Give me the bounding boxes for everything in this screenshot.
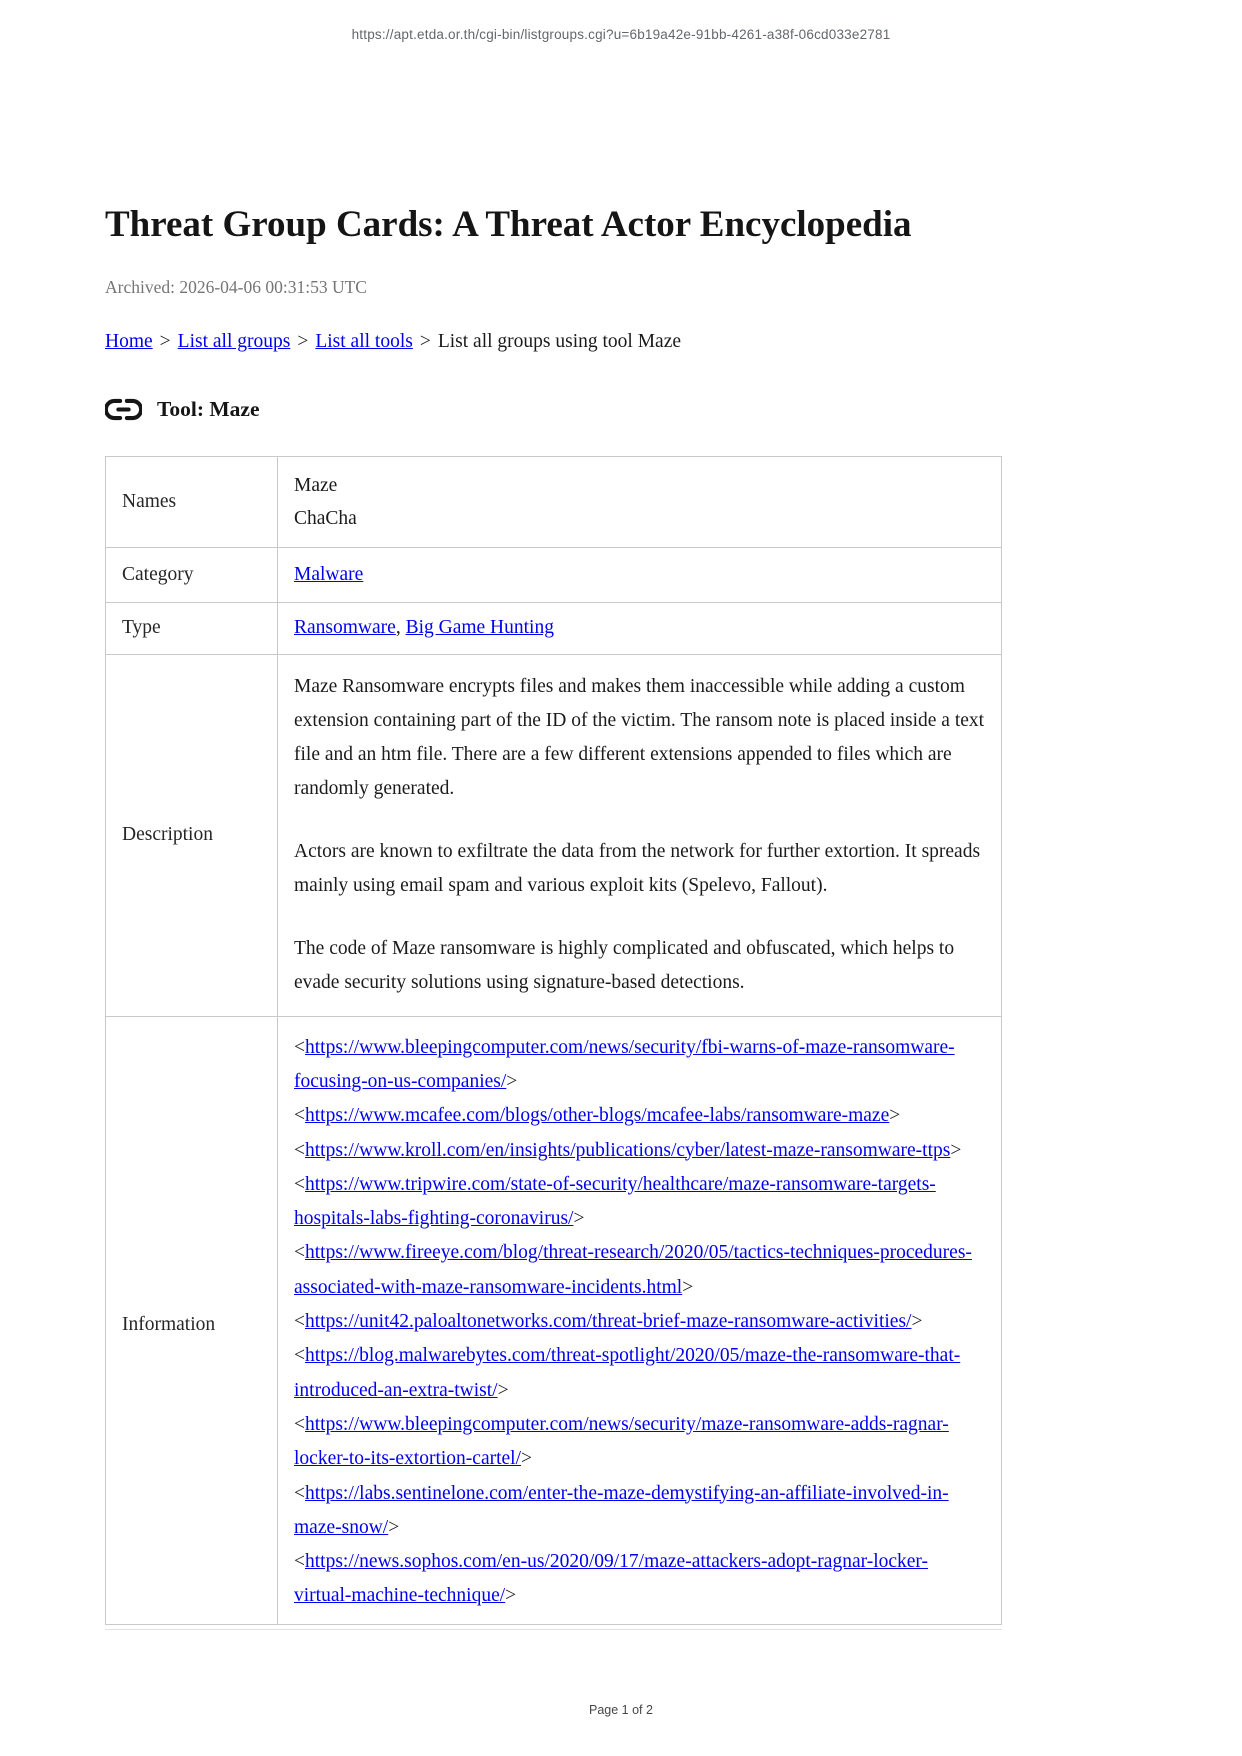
print-footer-page-indicator: Page 1 of 2 bbox=[589, 1703, 653, 1717]
angle-bracket-open: < bbox=[294, 1036, 305, 1058]
breadcrumb-list-all-groups-link[interactable]: List all groups bbox=[177, 330, 291, 352]
type-separator: , bbox=[395, 617, 406, 639]
page-content bbox=[105, 0, 1002, 1630]
information-link-line bbox=[294, 1099, 985, 1133]
breadcrumb-home-link[interactable]: Home bbox=[105, 330, 153, 352]
description-paragraph: Maze Ransomware encrypts files and makes them inaccessible while adding a custom extension containing part of the ID of the victim. The ransom note is placed inside a text file and an htm file. There are a few different extensions appended to files which are randomly generated. bbox=[294, 676, 985, 800]
information-link-line bbox=[294, 1545, 985, 1614]
information-link[interactable]: https://blog.malwarebytes.com/threat-spotlight/2020/05/maze-the-ransomware-that-introduced-an-extra-twist/ bbox=[294, 1345, 961, 1401]
angle-bracket-close: > bbox=[506, 1070, 518, 1092]
angle-bracket-open: < bbox=[294, 1551, 305, 1573]
description-value-cell bbox=[278, 654, 1002, 1016]
information-link[interactable]: https://unit42.paloaltonetworks.com/threat-brief-maze-ransomware-activities/ bbox=[305, 1311, 912, 1333]
angle-bracket-close: > bbox=[950, 1139, 962, 1161]
information-link[interactable]: https://www.mcafee.com/blogs/other-blogs/mcafee-labs/ransomware-maze bbox=[305, 1105, 890, 1127]
breadcrumb bbox=[105, 331, 1002, 353]
breadcrumb-current: List all groups using tool Maze bbox=[437, 330, 682, 352]
link-icon[interactable] bbox=[105, 397, 142, 422]
angle-bracket-open: < bbox=[294, 1345, 305, 1367]
print-header-url: https://apt.etda.or.th/cgi-bin/listgroups.cgi?u=6b19a42e-91bb-4261-a38f-06cd033e2781 bbox=[351, 27, 891, 42]
angle-bracket-close: > bbox=[388, 1516, 400, 1538]
angle-bracket-open: < bbox=[294, 1105, 305, 1127]
angle-bracket-close: > bbox=[521, 1448, 533, 1470]
tool-name: Maze bbox=[294, 474, 338, 496]
category-malware-link[interactable]: Malware bbox=[294, 563, 364, 585]
description-paragraph: Actors are known to exfiltrate the data from the network for further extortion. It spreads mainly using email spam and various exploit kits (Spelevo, Fallout). bbox=[294, 841, 981, 897]
information-link-line bbox=[294, 1477, 985, 1546]
information-link[interactable]: https://www.tripwire.com/state-of-security/healthcare/maze-ransomware-targets-hospitals-labs-fighting-coronavirus/ bbox=[294, 1173, 936, 1230]
angle-bracket-open: < bbox=[294, 1173, 305, 1195]
table-row-description bbox=[106, 654, 1002, 1016]
angle-bracket-open: < bbox=[294, 1413, 305, 1435]
angle-bracket-close: > bbox=[505, 1585, 517, 1607]
breadcrumb-separator: > bbox=[159, 330, 171, 352]
information-link-line bbox=[294, 1236, 985, 1305]
angle-bracket-open: < bbox=[294, 1311, 305, 1333]
angle-bracket-close: > bbox=[889, 1105, 901, 1127]
tool-alias: ChaCha bbox=[294, 507, 357, 529]
type-value-cell bbox=[278, 602, 1002, 654]
breadcrumb-separator: > bbox=[419, 330, 431, 352]
information-link-line bbox=[294, 1305, 985, 1339]
table-row-names bbox=[106, 456, 1002, 547]
type-ransomware-link[interactable]: Ransomware bbox=[294, 617, 396, 639]
type-big-game-hunting-link[interactable]: Big Game Hunting bbox=[405, 617, 554, 639]
information-link-line bbox=[294, 1408, 985, 1477]
archived-timestamp: Archived: 2026-04-06 00:31:53 UTC bbox=[105, 276, 367, 297]
angle-bracket-open: < bbox=[294, 1139, 305, 1161]
tool-heading-label: Tool: Maze bbox=[157, 396, 260, 421]
information-value-cell bbox=[278, 1016, 1002, 1624]
names-value-cell bbox=[278, 456, 1002, 547]
information-label: Information bbox=[106, 1016, 278, 1624]
description-paragraph: The code of Maze ransomware is highly complicated and obfuscated, which helps to evade security solutions using signature-based detections. bbox=[294, 938, 955, 994]
angle-bracket-close: > bbox=[682, 1276, 694, 1298]
type-label: Type bbox=[106, 602, 278, 654]
information-link[interactable]: https://labs.sentinelone.com/enter-the-maze-demystifying-an-affiliate-involved-in-maze-snow/ bbox=[294, 1482, 949, 1538]
breadcrumb-separator: > bbox=[297, 330, 309, 352]
table-row-information bbox=[106, 1016, 1002, 1624]
angle-bracket-close: > bbox=[573, 1208, 585, 1230]
description-paragraphs bbox=[294, 670, 985, 1000]
table-row-type bbox=[106, 602, 1002, 654]
information-links bbox=[294, 1031, 985, 1614]
information-link-line bbox=[294, 1031, 985, 1100]
names-label: Names bbox=[106, 456, 278, 547]
information-link-line bbox=[294, 1168, 985, 1237]
tool-heading bbox=[105, 397, 1002, 422]
category-label: Category bbox=[106, 547, 278, 602]
information-link[interactable]: https://www.fireeye.com/blog/threat-research/2020/05/tactics-techniques-procedures-associated-with-maze-ransomware-incidents.html bbox=[294, 1242, 972, 1298]
angle-bracket-open: < bbox=[294, 1482, 305, 1504]
information-link-line bbox=[294, 1339, 985, 1408]
table-clip-region bbox=[105, 456, 1002, 1630]
category-value-cell bbox=[278, 547, 1002, 602]
breadcrumb-list-all-tools-link[interactable]: List all tools bbox=[315, 330, 413, 352]
information-link[interactable]: https://www.kroll.com/en/insights/publications/cyber/latest-maze-ransomware-ttps bbox=[305, 1139, 951, 1161]
description-label: Description bbox=[106, 654, 278, 1016]
angle-bracket-close: > bbox=[911, 1311, 923, 1333]
angle-bracket-open: < bbox=[294, 1242, 305, 1264]
table-row-category bbox=[106, 547, 1002, 602]
tool-details-table bbox=[105, 456, 1002, 1625]
information-link-line bbox=[294, 1134, 985, 1168]
information-link[interactable]: https://news.sophos.com/en-us/2020/09/17/maze-attackers-adopt-ragnar-locker-virtual-machine-technique/ bbox=[294, 1551, 929, 1607]
information-link[interactable]: https://www.bleepingcomputer.com/news/security/maze-ransomware-adds-ragnar-locker-to-its-extortion-cartel/ bbox=[294, 1413, 949, 1470]
information-link[interactable]: https://www.bleepingcomputer.com/news/security/fbi-warns-of-maze-ransomware-focusing-on-us-companies/ bbox=[294, 1036, 955, 1092]
page-title: Threat Group Cards: A Threat Actor Encyclopedia bbox=[105, 204, 912, 245]
angle-bracket-close: > bbox=[497, 1379, 509, 1401]
